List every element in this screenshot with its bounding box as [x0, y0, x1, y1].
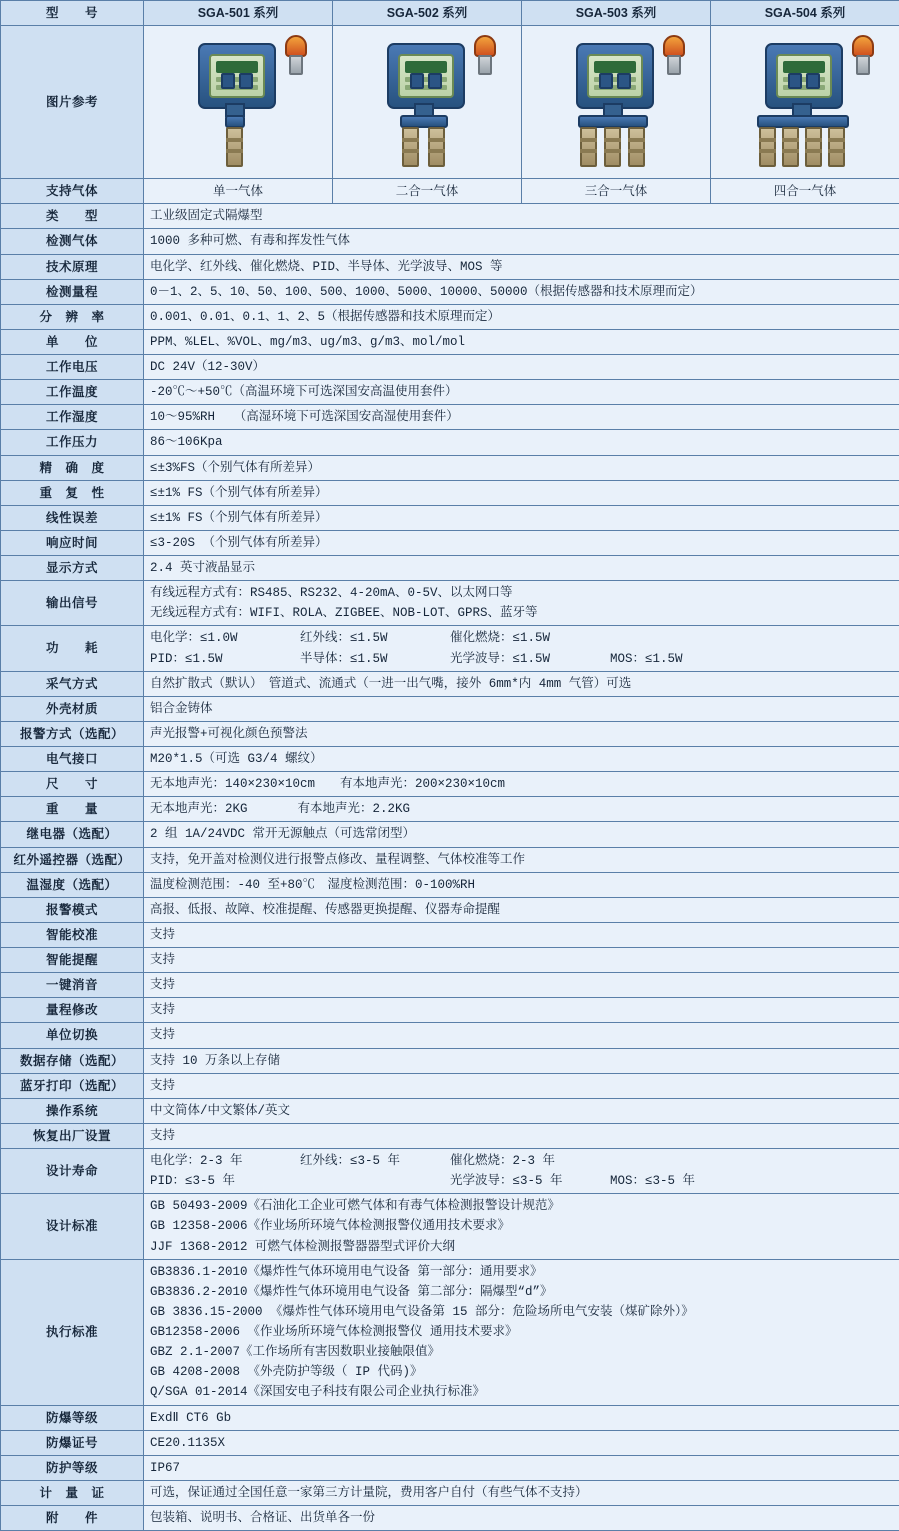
detector-display	[587, 54, 643, 98]
row-value-alarm-modes: 高报、低报、故障、校准提醒、传感器更换提醒、仪器寿命提醒	[144, 897, 899, 922]
power-val-infrared: ≤1.5W	[350, 629, 388, 647]
row-label-images: 图片参考	[1, 26, 144, 179]
row-value-one-key-mute: 支持	[144, 973, 899, 998]
power-key-electrochemical: 电化学：	[150, 629, 200, 647]
row-value-shell-material: 铝合金铸体	[144, 696, 899, 721]
life-val-electrochemical: 2-3 年	[200, 1152, 243, 1170]
row-label-bluetooth-print: 蓝牙打印（选配）	[1, 1073, 144, 1098]
detector-illustration-2	[352, 29, 502, 175]
table-row	[1, 254, 899, 279]
row-label-range-modify: 量程修改	[1, 998, 144, 1023]
row-value-smart-calibration: 支持	[144, 922, 899, 947]
detector-head	[765, 43, 843, 109]
table-row	[1, 872, 899, 897]
row-value-range-modify: 支持	[144, 998, 899, 1023]
table-row	[1, 279, 899, 304]
life-key-electrochemical: 电化学：	[150, 1152, 200, 1170]
table-row	[1, 1506, 899, 1531]
row-label-ir-remote: 红外遥控器（选配）	[1, 847, 144, 872]
product-image-502	[333, 26, 522, 179]
row-value-range: 0－1、2、5、10、50、100、500、1000、5000、10000、50000（根据传感器和技术原理而定）	[144, 279, 899, 304]
product-image-501	[144, 26, 333, 179]
row-label-design-standards: 设计标准	[1, 1194, 144, 1259]
row-value-output-signal	[144, 581, 899, 626]
table-row	[1, 772, 899, 797]
row-value-weight: 无本地声光：2KG 有本地声光：2.2KG	[144, 797, 899, 822]
row-label-smart-reminder: 智能提醒	[1, 948, 144, 973]
alarm-beacon-icon	[852, 35, 874, 75]
row-label-unit-switch: 单位切换	[1, 1023, 144, 1048]
row-value-voltage: DC 24V（12-30V）	[144, 355, 899, 380]
table-row-model	[1, 1, 899, 26]
row-label-humidity: 工作湿度	[1, 405, 144, 430]
table-row	[1, 1455, 899, 1480]
table-row	[1, 847, 899, 872]
table-row	[1, 329, 899, 354]
row-value-resolution: 0.001、0.01、0.1、1、2、5（根据传感器和技术原理而定）	[144, 304, 899, 329]
row-label-voltage: 工作电压	[1, 355, 144, 380]
sensor-probe	[805, 127, 822, 167]
row-label-weight: 重 量	[1, 797, 144, 822]
alarm-beacon-icon	[663, 35, 685, 75]
power-key-catalytic: 催化燃烧：	[450, 629, 513, 647]
row-label-ip-rating: 防护等级	[1, 1455, 144, 1480]
model-503: SGA-503 系列	[522, 1, 711, 26]
row-label-ex-rating: 防爆等级	[1, 1405, 144, 1430]
row-value-metrology-cert: 可选，保证通过全国任意一家第三方计量院，费用客户自付（有些气体不支持）	[144, 1480, 899, 1505]
row-value-linearity: ≤±1% FS（个别气体有所差异）	[144, 505, 899, 530]
row-label-linearity: 线性误差	[1, 505, 144, 530]
detector-head	[387, 43, 465, 109]
row-label-design-life: 设计寿命	[1, 1149, 144, 1194]
table-row	[1, 505, 899, 530]
table-row	[1, 204, 899, 229]
row-label-ex-cert-no: 防爆证号	[1, 1430, 144, 1455]
design-standard-item: GB 12358-2006《作业场所环境气体检测报警仪通用技术要求》	[150, 1215, 893, 1235]
row-label-exec-standards: 执行标准	[1, 1259, 144, 1405]
row-label-detect-gas: 检测气体	[1, 229, 144, 254]
row-label-temp-humidity-option: 温湿度（选配）	[1, 872, 144, 897]
row-value-electrical-interface: M20*1.5（可选 G3/4 螺纹）	[144, 747, 899, 772]
row-label-display: 显示方式	[1, 556, 144, 581]
output-wired: 有线远程方式有：RS485、RS232、4-20mA、0-5V、以太网口等	[150, 584, 893, 602]
row-value-ex-cert-no: CE20.1135X	[144, 1430, 899, 1455]
gas-support-503: 三合一气体	[522, 179, 711, 204]
sensor-probe	[428, 127, 445, 167]
detector-illustration-4	[730, 29, 880, 175]
table-row	[1, 1048, 899, 1073]
gas-support-504: 四合一气体	[711, 179, 899, 204]
table-row	[1, 405, 899, 430]
life-key-waveguide: 光学波导：	[450, 1172, 513, 1190]
table-row	[1, 948, 899, 973]
gas-support-501: 单一气体	[144, 179, 333, 204]
power-line-1	[150, 629, 893, 647]
model-504: SGA-504 系列	[711, 1, 899, 26]
row-value-bluetooth-print: 支持	[144, 1073, 899, 1098]
power-val-electrochemical: ≤1.0W	[200, 629, 238, 647]
row-value-unit: PPM、%LEL、%VOL、mg/m3、ug/m3、g/m3、mol/mol	[144, 329, 899, 354]
table-row	[1, 355, 899, 380]
row-label-output-signal: 输出信号	[1, 581, 144, 626]
exec-standard-item: Q/SGA 01-2014《深国安电子科技有限公司企业执行标准》	[150, 1381, 893, 1401]
row-label-relay: 继电器（选配）	[1, 822, 144, 847]
row-value-humidity: 10～95%RH （高湿环境下可选深国安高湿使用套件）	[144, 405, 899, 430]
row-label-type: 类 型	[1, 204, 144, 229]
sensor-probe	[782, 127, 799, 167]
row-label-alarm-mode-option: 报警方式（选配）	[1, 721, 144, 746]
row-value-repeatability: ≤±1% FS（个别气体有所差异）	[144, 480, 899, 505]
exec-standard-item: GB 3836.15-2000 《爆炸性气体环境用电气设备第 15 部分：危险场所电气安装（煤矿除外）》	[150, 1301, 893, 1321]
life-val-pid: ≤3-5 年	[185, 1172, 235, 1190]
row-value-principle: 电化学、红外线、催化燃烧、PID、半导体、光学波导、MOS 等	[144, 254, 899, 279]
row-value-ip-rating: IP67	[144, 1455, 899, 1480]
power-key-semiconductor: 半导体：	[300, 650, 350, 668]
row-label-temperature: 工作温度	[1, 380, 144, 405]
power-key-mos: MOS：	[610, 650, 645, 668]
life-line-1	[150, 1152, 893, 1170]
power-val-semiconductor: ≤1.5W	[350, 650, 388, 668]
sensor-probe	[759, 127, 776, 167]
life-val-mos: ≤3-5 年	[645, 1172, 695, 1190]
row-label-shell-material: 外壳材质	[1, 696, 144, 721]
row-label-alarm-modes: 报警模式	[1, 897, 144, 922]
row-label-gas-support: 支持气体	[1, 179, 144, 204]
row-value-pressure: 86～106Kpa	[144, 430, 899, 455]
table-row	[1, 480, 899, 505]
row-value-smart-reminder: 支持	[144, 948, 899, 973]
row-label-resolution: 分 辨 率	[1, 304, 144, 329]
alarm-beacon-icon	[474, 35, 496, 75]
row-value-detect-gas: 1000 多种可燃、有毒和挥发性气体	[144, 229, 899, 254]
row-value-factory-reset: 支持	[144, 1123, 899, 1148]
table-row	[1, 922, 899, 947]
table-row	[1, 747, 899, 772]
row-label-power: 功 耗	[1, 626, 144, 671]
sensor-probe	[628, 127, 645, 167]
row-label-one-key-mute: 一键消音	[1, 973, 144, 998]
detector-display	[398, 54, 454, 98]
detector-head	[198, 43, 276, 109]
table-row	[1, 1023, 899, 1048]
row-value-sampling: 自然扩散式（默认） 管道式、流通式（一进一出气嘴，接外 6mm*内 4mm 气管）可选	[144, 671, 899, 696]
row-label-metrology-cert: 计 量 证	[1, 1480, 144, 1505]
row-value-accessories: 包装箱、说明书、合格证、出货单各一份	[144, 1506, 899, 1531]
power-key-pid: PID：	[150, 650, 185, 668]
power-key-waveguide: 光学波导：	[450, 650, 513, 668]
row-label-dimensions: 尺 寸	[1, 772, 144, 797]
row-value-design-life	[144, 1149, 899, 1194]
row-value-os: 中文简体/中文繁体/英文	[144, 1098, 899, 1123]
row-label-sampling: 采气方式	[1, 671, 144, 696]
table-row-gas-support	[1, 179, 899, 204]
detector-display	[776, 54, 832, 98]
table-row	[1, 797, 899, 822]
life-val-waveguide: ≤3-5 年	[513, 1172, 563, 1190]
table-row-power	[1, 626, 899, 671]
sensor-probe	[226, 127, 243, 167]
life-key-catalytic: 催化燃烧：	[450, 1152, 513, 1170]
row-label-os: 操作系统	[1, 1098, 144, 1123]
row-value-ir-remote: 支持，免开盖对检测仪进行报警点修改、量程调整、气体校准等工作	[144, 847, 899, 872]
sensor-probe	[402, 127, 419, 167]
row-value-display: 2.4 英寸液晶显示	[144, 556, 899, 581]
detector-illustration-3	[541, 29, 691, 175]
row-label-repeatability: 重 复 性	[1, 480, 144, 505]
detector-display	[209, 54, 265, 98]
table-row-output-signal	[1, 581, 899, 626]
power-val-catalytic: ≤1.5W	[513, 629, 551, 647]
table-row	[1, 380, 899, 405]
table-row-exec-standards	[1, 1259, 899, 1405]
detector-head	[576, 43, 654, 109]
table-row	[1, 1430, 899, 1455]
table-row	[1, 973, 899, 998]
row-value-temperature: -20℃～+50℃（高温环境下可选深国安高温使用套件）	[144, 380, 899, 405]
table-row	[1, 822, 899, 847]
product-image-503	[522, 26, 711, 179]
power-val-waveguide: ≤1.5W	[513, 650, 551, 668]
exec-standard-item: GB3836.1-2010《爆炸性气体环境用电气设备 第一部分：通用要求》	[150, 1263, 893, 1281]
row-label-accuracy: 精 确 度	[1, 455, 144, 480]
exec-standard-item: GB3836.2-2010《爆炸性气体环境用电气设备 第二部分：隔爆型“d”》	[150, 1281, 893, 1301]
row-value-relay: 2 组 1A/24VDC 常开无源触点（可选常闭型）	[144, 822, 899, 847]
sensor-probe	[828, 127, 845, 167]
row-value-accuracy: ≤±3%FS（个别气体有所差异）	[144, 455, 899, 480]
row-label-pressure: 工作压力	[1, 430, 144, 455]
row-label-response-time: 响应时间	[1, 530, 144, 555]
row-value-response-time: ≤3-20S （个别气体有所差异）	[144, 530, 899, 555]
row-value-exec-standards	[144, 1259, 899, 1405]
row-label-range: 检测量程	[1, 279, 144, 304]
table-row	[1, 530, 899, 555]
output-wireless: 无线远程方式有：WIFI、ROLA、ZIGBEE、NOB-LOT、GPRS、蓝牙等	[150, 602, 893, 622]
life-key-infrared: 红外线：	[300, 1152, 350, 1170]
table-row	[1, 304, 899, 329]
row-label-accessories: 附 件	[1, 1506, 144, 1531]
alarm-beacon-icon	[285, 35, 307, 75]
row-value-power	[144, 626, 899, 671]
exec-standard-item: GB12358-2006 《作业场所环境气体检测报警仪 通用技术要求》	[150, 1321, 893, 1341]
row-label-smart-calibration: 智能校准	[1, 922, 144, 947]
detector-illustration-1	[163, 29, 313, 175]
table-row	[1, 721, 899, 746]
life-val-catalytic: 2-3 年	[513, 1152, 556, 1170]
power-val-mos: ≤1.5W	[645, 650, 683, 668]
row-value-ex-rating: ExdⅡ CT6 Gb	[144, 1405, 899, 1430]
gas-support-502: 二合一气体	[333, 179, 522, 204]
row-value-data-storage: 支持 10 万条以上存储	[144, 1048, 899, 1073]
exec-standard-item: GBZ 2.1-2007《工作场所有害因数职业接触限值》	[150, 1341, 893, 1361]
exec-standard-item: GB 4208-2008 《外壳防护等级（ IP 代码)》	[150, 1361, 893, 1381]
table-row	[1, 455, 899, 480]
row-label-factory-reset: 恢复出厂设置	[1, 1123, 144, 1148]
row-label-unit: 单 位	[1, 329, 144, 354]
design-standard-item: JJF 1368-2012 可燃气体检测报警器器型式评价大纲	[150, 1236, 893, 1256]
life-key-pid: PID：	[150, 1172, 185, 1190]
row-label-principle: 技术原理	[1, 254, 144, 279]
table-row	[1, 556, 899, 581]
row-label-electrical-interface: 电气接口	[1, 747, 144, 772]
table-row	[1, 998, 899, 1023]
power-val-pid: ≤1.5W	[185, 650, 223, 668]
life-val-infrared: ≤3-5 年	[350, 1152, 400, 1170]
table-row	[1, 430, 899, 455]
sensor-probe	[580, 127, 597, 167]
row-label-data-storage: 数据存储（选配）	[1, 1048, 144, 1073]
table-row	[1, 1123, 899, 1148]
table-row-images	[1, 26, 899, 179]
table-row	[1, 229, 899, 254]
row-value-design-standards	[144, 1194, 899, 1259]
table-row	[1, 1073, 899, 1098]
table-row	[1, 671, 899, 696]
row-value-dimensions: 无本地声光：140×230×10cm 有本地声光：200×230×10cm	[144, 772, 899, 797]
row-value-unit-switch: 支持	[144, 1023, 899, 1048]
table-row	[1, 1405, 899, 1430]
table-row	[1, 897, 899, 922]
power-line-2	[150, 648, 893, 668]
life-key-mos: MOS：	[610, 1172, 645, 1190]
life-line-2	[150, 1170, 893, 1190]
row-value-alarm-mode-option: 声光报警+可视化颜色预警法	[144, 721, 899, 746]
power-key-infrared: 红外线：	[300, 629, 350, 647]
row-label-model: 型 号	[1, 1, 144, 26]
table-row	[1, 696, 899, 721]
row-value-temp-humidity-option: 温度检测范围：-40 至+80℃ 湿度检测范围：0-100%RH	[144, 872, 899, 897]
table-row	[1, 1480, 899, 1505]
row-value-type: 工业级固定式隔爆型	[144, 204, 899, 229]
table-row-design-standards	[1, 1194, 899, 1259]
table-row-design-life	[1, 1149, 899, 1194]
table-row	[1, 1098, 899, 1123]
product-image-504	[711, 26, 899, 179]
design-standard-item: GB 50493-2009《石油化工企业可燃气体和有毒气体检测报警设计规范》	[150, 1197, 893, 1215]
model-501: SGA-501 系列	[144, 1, 333, 26]
model-502: SGA-502 系列	[333, 1, 522, 26]
sensor-probe	[604, 127, 621, 167]
